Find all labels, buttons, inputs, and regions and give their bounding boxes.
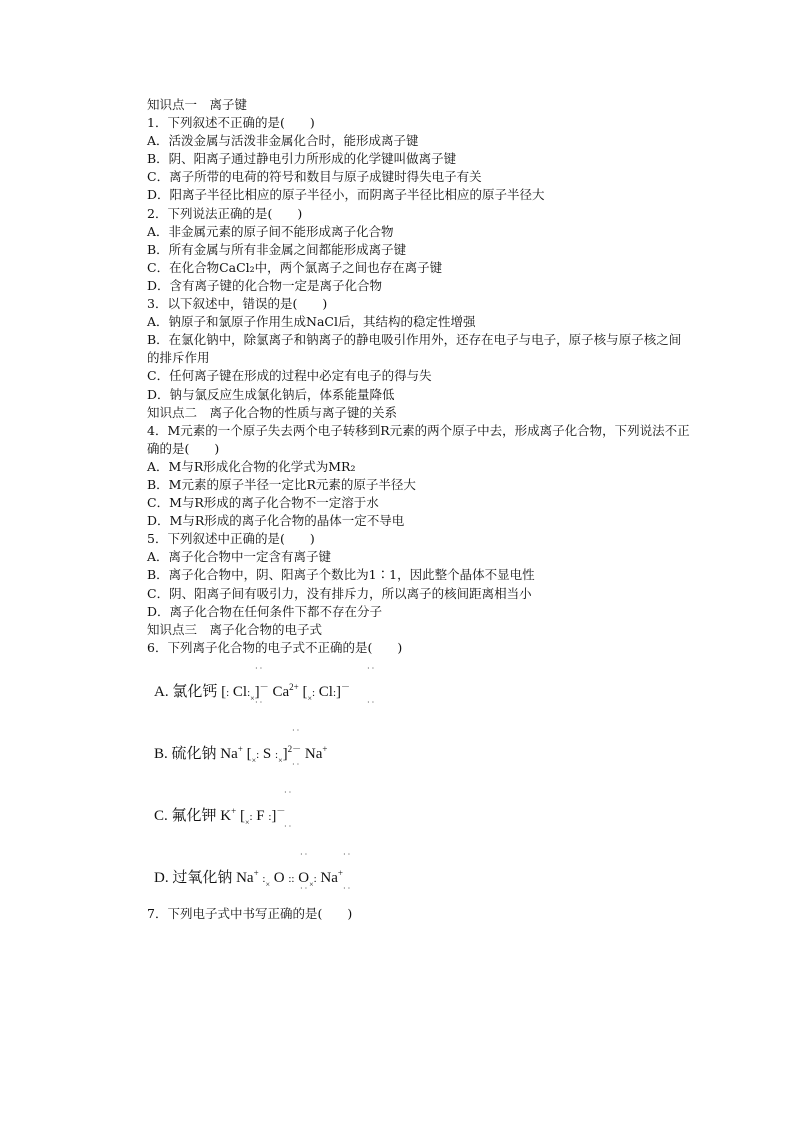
formula-row: B. 硫化钠 Na+ [$_\times$: S $:_\times]^{2-}$ Na+	[154, 743, 328, 765]
option-c: C．任何离子键在形成的过程中必定有电子的得与失	[147, 368, 432, 384]
lone-pair-dots: ··	[284, 821, 294, 831]
formula-row: D. 过氧化钠 Na+ $:_\times$ O :: $O_\times$: Na+	[154, 867, 343, 889]
charge: +	[237, 743, 243, 754]
atom-symbol: O	[298, 869, 310, 886]
option-b: B．所有金属与所有非金属之间都能形成离子键	[147, 241, 407, 257]
charge: －	[341, 681, 351, 692]
cation-symbol: Na	[220, 745, 238, 762]
option-label: B. 硫化钠	[154, 745, 217, 762]
question-stem: 3．以下叙述中，错误的是( )	[147, 296, 328, 312]
option-b: B．离子化合物中，阴、阳离子个数比为1∶1，因此整个晶体不显电性	[147, 567, 535, 583]
option-d: D．钠与氯反应生成氯化钠后，体系能量降低	[147, 386, 395, 402]
electron-formula-d	[147, 843, 692, 905]
worksheet	[147, 96, 692, 923]
option-d: D．M与R形成的离子化合物的晶体一定不导电	[147, 513, 405, 529]
question-stem: 1．下列叙述不正确的是( )	[147, 115, 315, 131]
charge: +	[253, 867, 259, 878]
cation-symbol: K	[220, 807, 232, 824]
charge: +	[322, 743, 328, 754]
charge: +	[231, 805, 237, 816]
question-stem: 4．M元素的一个原子失去两个电子转移到R元素的两个原子中去，形成离子化合物，下列说法不正确的是( )	[147, 422, 690, 456]
question-6	[147, 639, 692, 905]
section-title: 知识点三 离子化合物的电子式	[147, 621, 323, 637]
option-b: B．M元素的原子半径一定比R元素的原子半径大	[147, 476, 416, 492]
question-stem: 7．下列电子式中书写正确的是( )	[147, 905, 353, 921]
atom-symbol: Cl	[232, 683, 248, 700]
option-label: A. 氯化钙	[154, 683, 218, 700]
cation-symbol: Na	[236, 869, 254, 886]
question-2	[147, 205, 692, 295]
charge: 2+	[289, 681, 299, 692]
option-b: B．在氯化钠中，除氯离子和钠离子的静电吸引作用外，还存在电子与电子，原子核与原子核之间的排斥作用	[147, 332, 682, 366]
atom-symbol: S	[262, 745, 272, 762]
lone-pair-dots: ··	[292, 725, 302, 735]
electron-formula-b	[147, 719, 692, 781]
atom-symbol: F	[256, 807, 265, 824]
option-c: C．离子所带的电荷的符号和数目与原子成键时得失电子有关	[147, 169, 482, 185]
question-stem: 6．下列离子化合物的电子式不正确的是( )	[147, 639, 403, 655]
section-title: 知识点一 离子键	[147, 97, 248, 112]
cation-symbol: Ca	[272, 683, 290, 700]
option-c: C．M与R形成的离子化合物不一定溶于水	[147, 495, 379, 511]
question-1	[147, 114, 692, 204]
charge: －	[276, 805, 286, 816]
question-5	[147, 530, 692, 620]
question-4	[147, 422, 692, 531]
option-a: A．钠原子和氯原子作用生成NaCl后，其结构的稳定性增强	[147, 314, 476, 330]
question-7	[147, 905, 692, 923]
lone-pair-dots: ··	[367, 697, 377, 707]
charge: 2－	[287, 743, 302, 754]
question-stem: 5．下列叙述中正确的是( )	[147, 531, 315, 547]
option-b: B．阴、阳离子通过静电引力所形成的化学键叫做离子键	[147, 151, 457, 167]
option-d: D．含有离子键的化合物一定是离子化合物	[147, 277, 383, 293]
atom-symbol: Cl	[318, 683, 333, 700]
option-c: C．阴、阳离子间有吸引力，没有排斥力，所以离子的核间距离相当小	[147, 585, 532, 601]
electron-formula-a	[147, 657, 692, 719]
option-d: D．离子化合物在任何条件下都不存在分子	[147, 603, 383, 619]
cation-symbol: Na	[304, 745, 323, 762]
lone-pair-dots: ··	[284, 787, 294, 797]
charge: －	[259, 681, 269, 692]
option-label: C. 氟化钾	[154, 807, 217, 824]
charge: +	[337, 867, 343, 878]
electron-formula-c	[147, 781, 692, 843]
formula-row: A. 氯化钙 [: $Cl:_\times]^-$ $Ca^{2+}$ [$_\times$: Cl:]－	[154, 681, 351, 703]
lone-pair-dots: ··	[255, 663, 265, 673]
lone-pair-dots: ··	[300, 849, 310, 859]
atom-symbol: O	[273, 869, 285, 886]
formula-row: C. 氟化钾 K+ [$_\times$: F :]－	[154, 805, 286, 827]
section-title: 知识点二 离子化合物的性质与离子键的关系	[147, 404, 398, 420]
option-a: A．M与R形成化合物的化学式为MR₂	[147, 458, 356, 474]
question-stem: 2．下列说法正确的是( )	[147, 205, 303, 221]
lone-pair-dots: ··	[343, 883, 353, 893]
question-3	[147, 295, 692, 404]
lone-pair-dots: ··	[292, 759, 302, 769]
lone-pair-dots: ··	[300, 883, 310, 893]
option-a: A．非金属元素的原子间不能形成离子化合物	[147, 223, 394, 239]
lone-pair-dots: ··	[255, 697, 265, 707]
cation-symbol: Na	[320, 869, 338, 886]
lone-pair-dots: ··	[343, 849, 353, 859]
lone-pair-dots: ··	[367, 663, 377, 673]
option-c: C．在化合物CaCl₂中，两个氯离子之间也存在离子键	[147, 259, 443, 275]
option-a: A．活泼金属与活泼非金属化合时，能形成离子键	[147, 133, 419, 149]
option-label: D. 过氧化钠	[154, 869, 233, 886]
option-d: D．阳离子半径比相应的原子半径小，而阴离子半径比相应的原子半径大	[147, 187, 545, 203]
option-a: A．离子化合物中一定含有离子键	[147, 549, 332, 565]
